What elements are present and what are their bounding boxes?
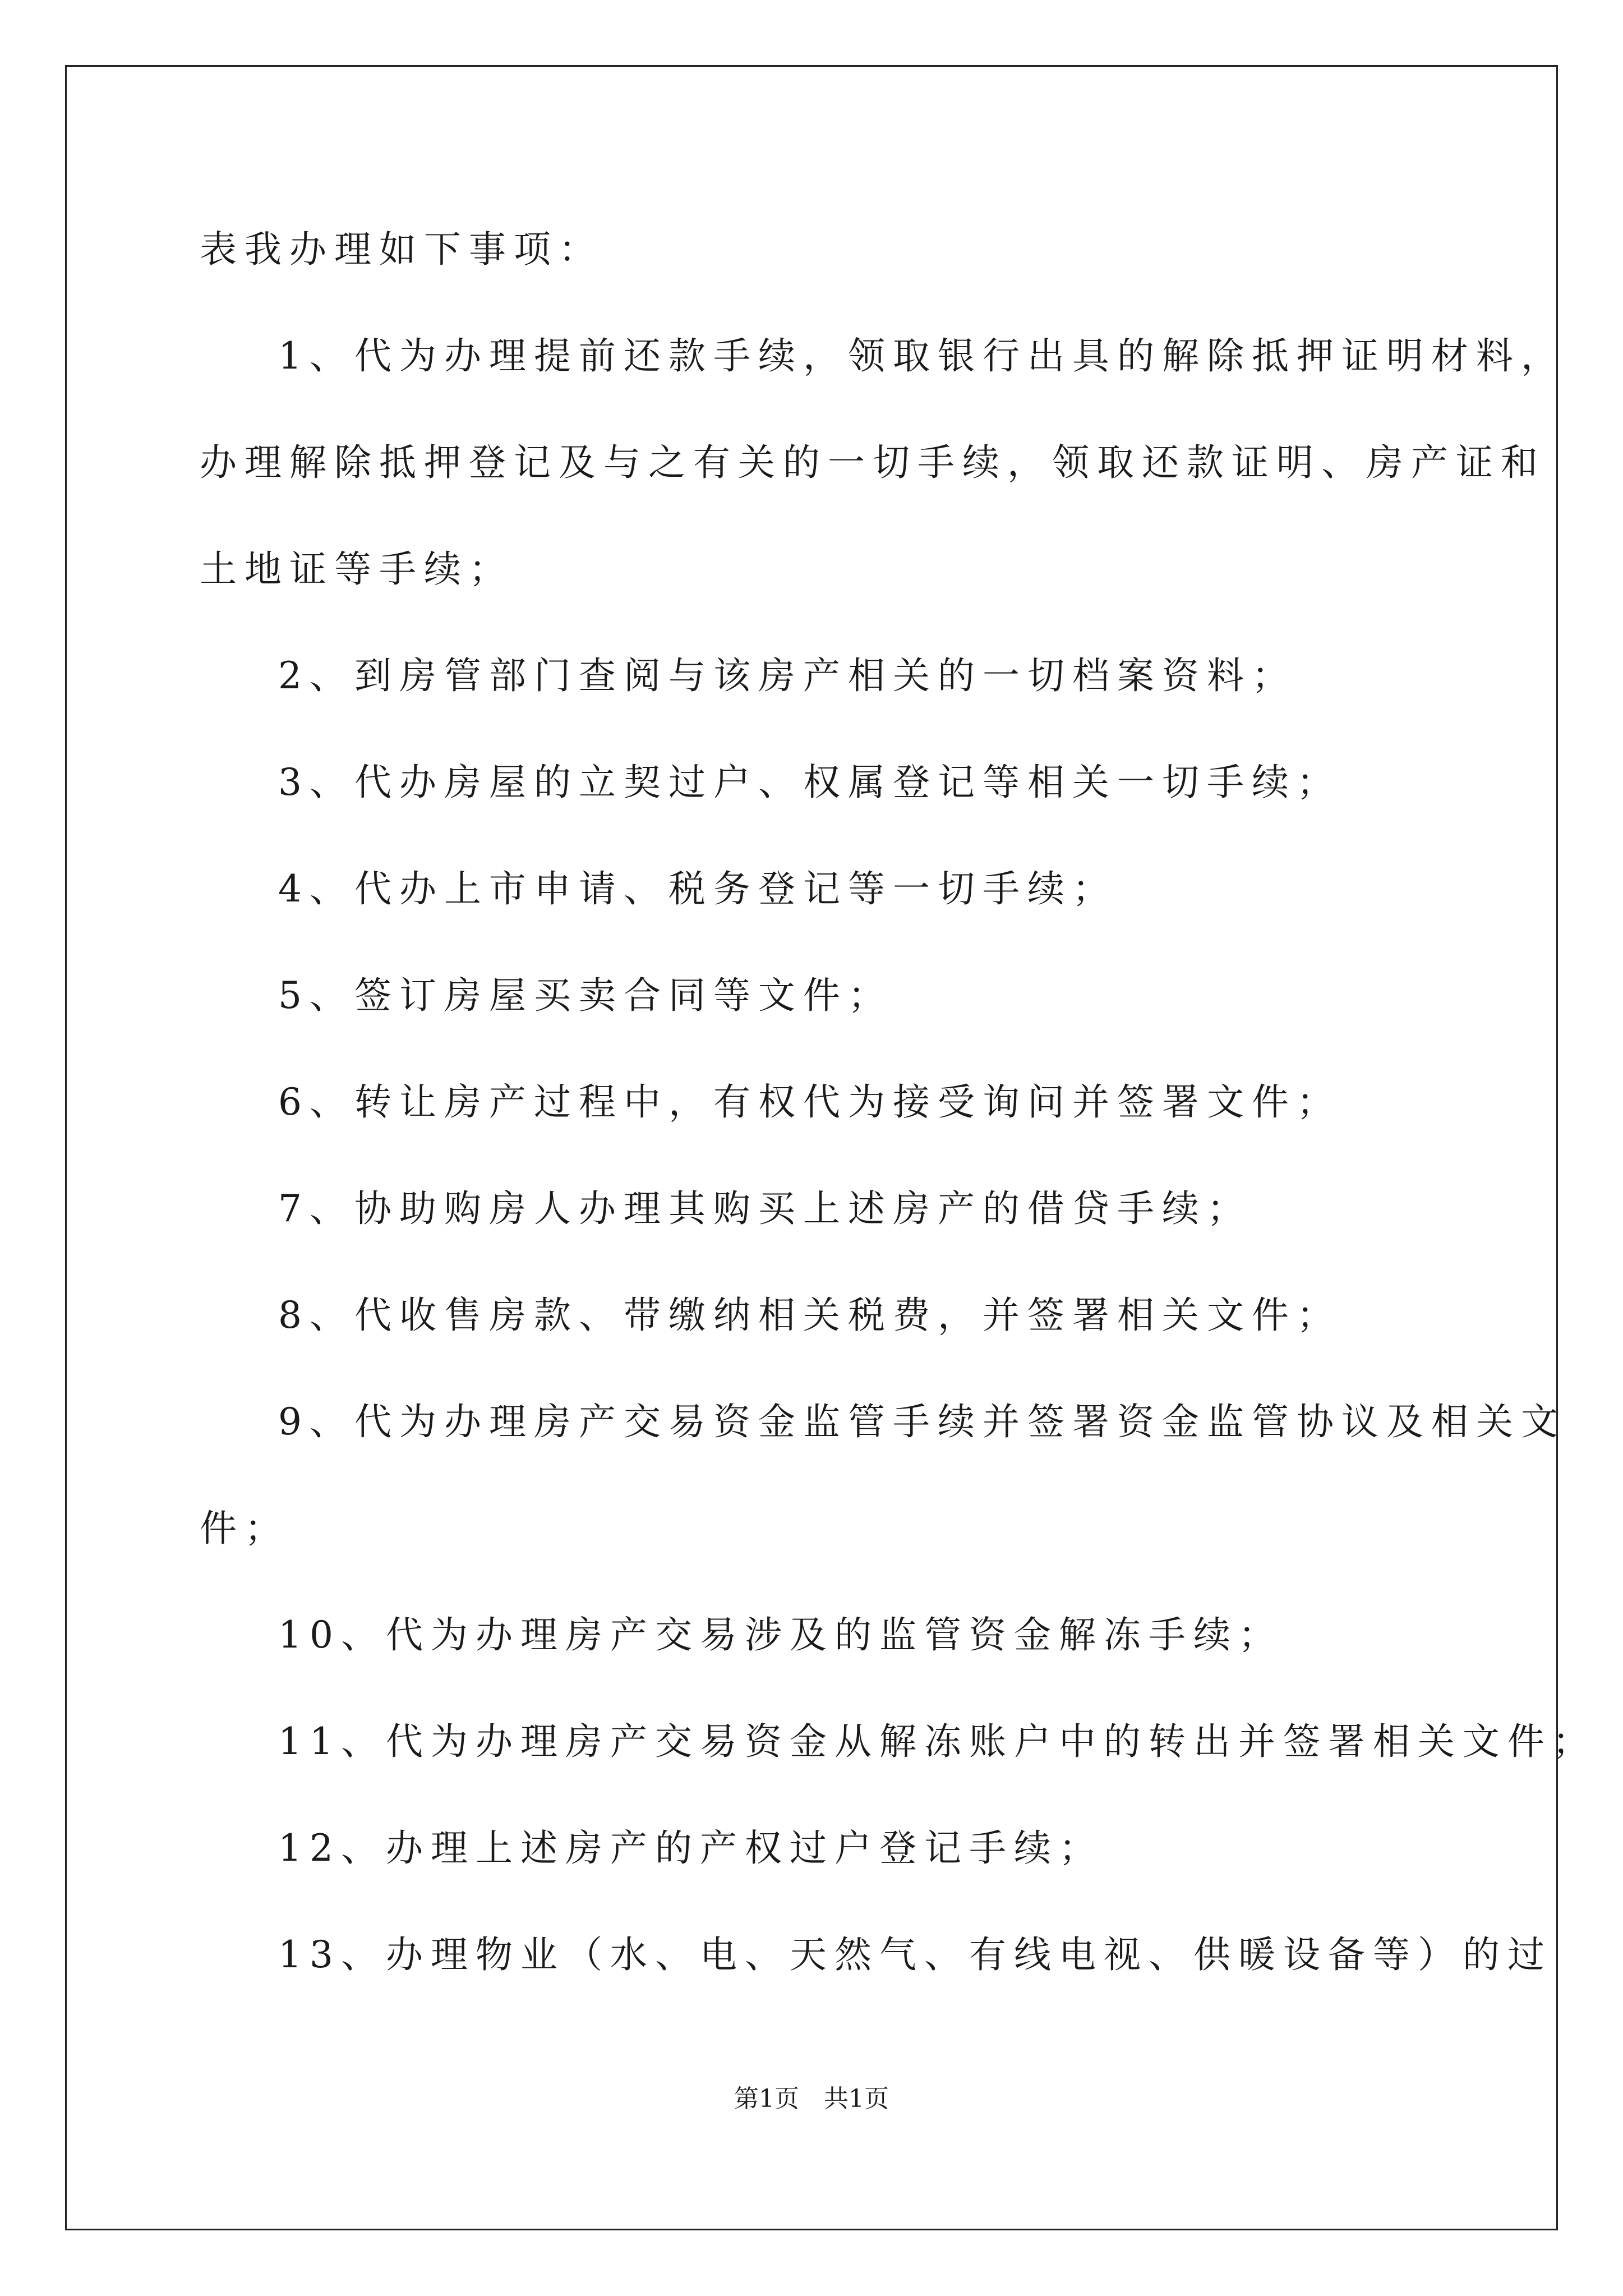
- text-line-16: 12、办理上述房产的产权过户登记手续；: [278, 1826, 1104, 1870]
- text-line-3: 办理解除抵押登记及与之有关的一切手续，领取还款证明、房产证和: [200, 441, 1546, 484]
- text-line-14: 10、代为办理房产交易涉及的监管资金解冻手续；: [278, 1613, 1283, 1657]
- text-line-12: 9、代为办理房产交易资金监管手续并签署资金监管协议及相关文: [278, 1400, 1566, 1443]
- text-line-5: 2、到房管部门查阅与该房产相关的一切档案资料；: [278, 654, 1297, 697]
- text-line-15: 11、代为办理房产交易资金从解冻账户中的转出并签署相关文件；: [278, 1720, 1597, 1763]
- text-line-8: 5、签订房屋买卖合同等文件；: [278, 974, 893, 1017]
- text-line-10: 7、协助购房人办理其购买上述房产的借贷手续；: [278, 1187, 1252, 1230]
- text-line-4: 土地证等手续；: [200, 547, 514, 591]
- text-line-13: 件；: [200, 1507, 289, 1550]
- text-line-9: 6、转让房产过程中，有权代为接受询问并签署文件；: [278, 1080, 1341, 1124]
- text-line-1: 表我办理如下事项：: [200, 228, 603, 271]
- text-line-6: 3、代办房屋的立契过户、权属登记等相关一切手续；: [278, 761, 1341, 804]
- page-number-footer: 第1页 共1页: [734, 2085, 889, 2113]
- text-line-7: 4、代办上市申请、税务登记等一切手续；: [278, 867, 1117, 910]
- text-line-2: 1、代为办理提前还款手续，领取银行出具的解除抵押证明材料，: [278, 334, 1566, 378]
- text-line-17: 13、办理物业（水、电、天然气、有线电视、供暖设备等）的过: [278, 1933, 1552, 1976]
- page-border: [65, 65, 1558, 2230]
- text-line-11: 8、代收售房款、带缴纳相关税费，并签署相关文件；: [278, 1294, 1341, 1337]
